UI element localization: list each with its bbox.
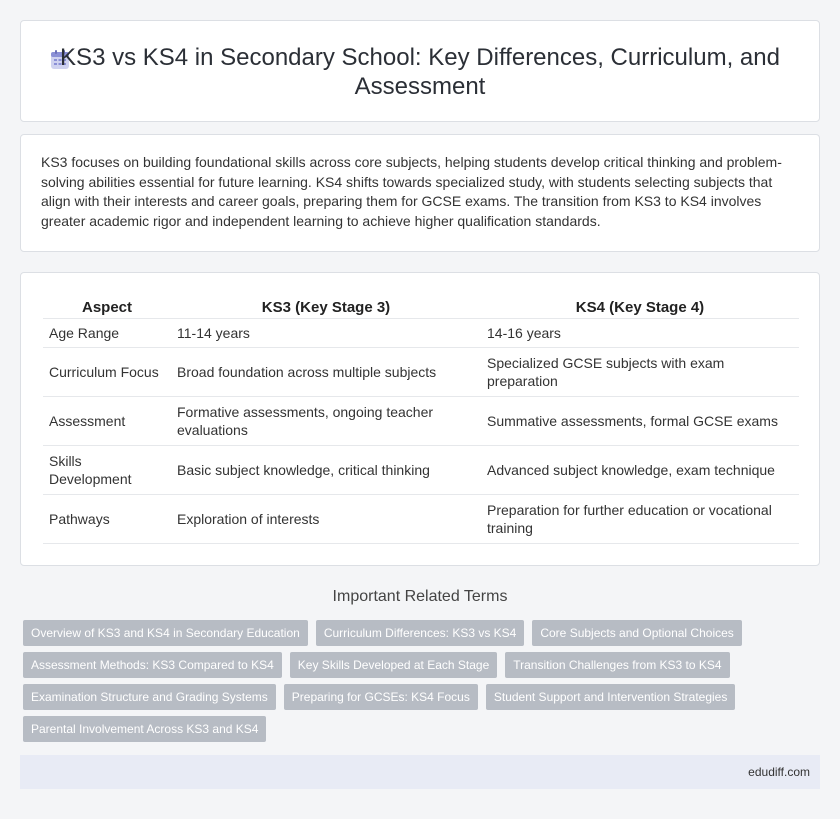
title-card (20, 20, 820, 122)
related-term-tag[interactable]: Key Skills Developed at Each Stage (290, 652, 497, 678)
related-terms-title: Important Related Terms (332, 588, 508, 605)
cell-ks3: 11-14 years (171, 319, 481, 348)
header-ks4: KS4 (Key Stage 4) (575, 299, 705, 316)
cell-ks4: 14-16 years (481, 319, 799, 348)
table-row (43, 495, 799, 544)
table-row (43, 319, 799, 348)
header-ks3: KS3 (Key Stage 3) (261, 299, 391, 316)
tag-row (23, 652, 823, 678)
table-header-row (43, 295, 799, 319)
cell-ks4: Specialized GCSE subjects with exam preparation (481, 348, 799, 397)
comparison-table (43, 295, 799, 544)
cell-aspect: Age Range (43, 319, 171, 348)
related-term-tag[interactable]: Transition Challenges from KS3 to KS4 (505, 652, 729, 678)
cell-ks3: Basic subject knowledge, critical thinking (171, 446, 481, 495)
related-terms-list (23, 620, 823, 748)
related-term-tag[interactable]: Student Support and Intervention Strategies (486, 684, 736, 710)
related-term-tag[interactable]: Preparing for GCSEs: KS4 Focus (284, 684, 478, 710)
cell-ks3: Exploration of interests (171, 495, 481, 544)
table-row (43, 348, 799, 397)
related-term-tag[interactable]: Core Subjects and Optional Choices (532, 620, 741, 646)
tag-row (23, 716, 823, 742)
comparison-table-card (20, 272, 820, 566)
cell-aspect: Curriculum Focus (43, 348, 171, 397)
tag-row (23, 620, 823, 646)
related-term-tag[interactable]: Parental Involvement Across KS3 and KS4 (23, 716, 266, 742)
header-aspect: Aspect (81, 299, 133, 316)
footer-site-link[interactable]: edudiff.com (748, 765, 810, 779)
cell-ks4: Summative assessments, formal GCSE exams (481, 397, 799, 446)
related-term-tag[interactable]: Examination Structure and Grading Systems (23, 684, 276, 710)
intro-card (20, 134, 820, 252)
table-row (43, 446, 799, 495)
page-title: KS3 vs KS4 in Secondary School: Key Differences, Curriculum, and Assessment (60, 44, 780, 100)
cell-ks4: Preparation for further education or vocational training (481, 495, 799, 544)
intro-paragraph: KS3 focuses on building foundational skills across core subjects, helping students develop critical thinking and problem-solving abilities essential for future learning. KS4 shifts towards specialized study, with students selecting subjects that align with their interests and career goals, preparing them for GCSE exams. The transition from KS3 to KS4 involves greater academic rigor and independent learning to achieve higher qualification standards. (41, 154, 782, 229)
cell-aspect: Assessment (43, 397, 171, 446)
footer (20, 755, 820, 789)
cell-aspect: Pathways (43, 495, 171, 544)
cell-ks4: Advanced subject knowledge, exam technique (481, 446, 799, 495)
cell-ks3: Broad foundation across multiple subjects (171, 348, 481, 397)
related-term-tag[interactable]: Assessment Methods: KS3 Compared to KS4 (23, 652, 282, 678)
tag-row (23, 684, 823, 710)
related-term-tag[interactable]: Overview of KS3 and KS4 in Secondary Education (23, 620, 308, 646)
related-term-tag[interactable]: Curriculum Differences: KS3 vs KS4 (316, 620, 525, 646)
table-row (43, 397, 799, 446)
cell-aspect: Skills Development (43, 446, 171, 495)
cell-ks3: Formative assessments, ongoing teacher evaluations (171, 397, 481, 446)
